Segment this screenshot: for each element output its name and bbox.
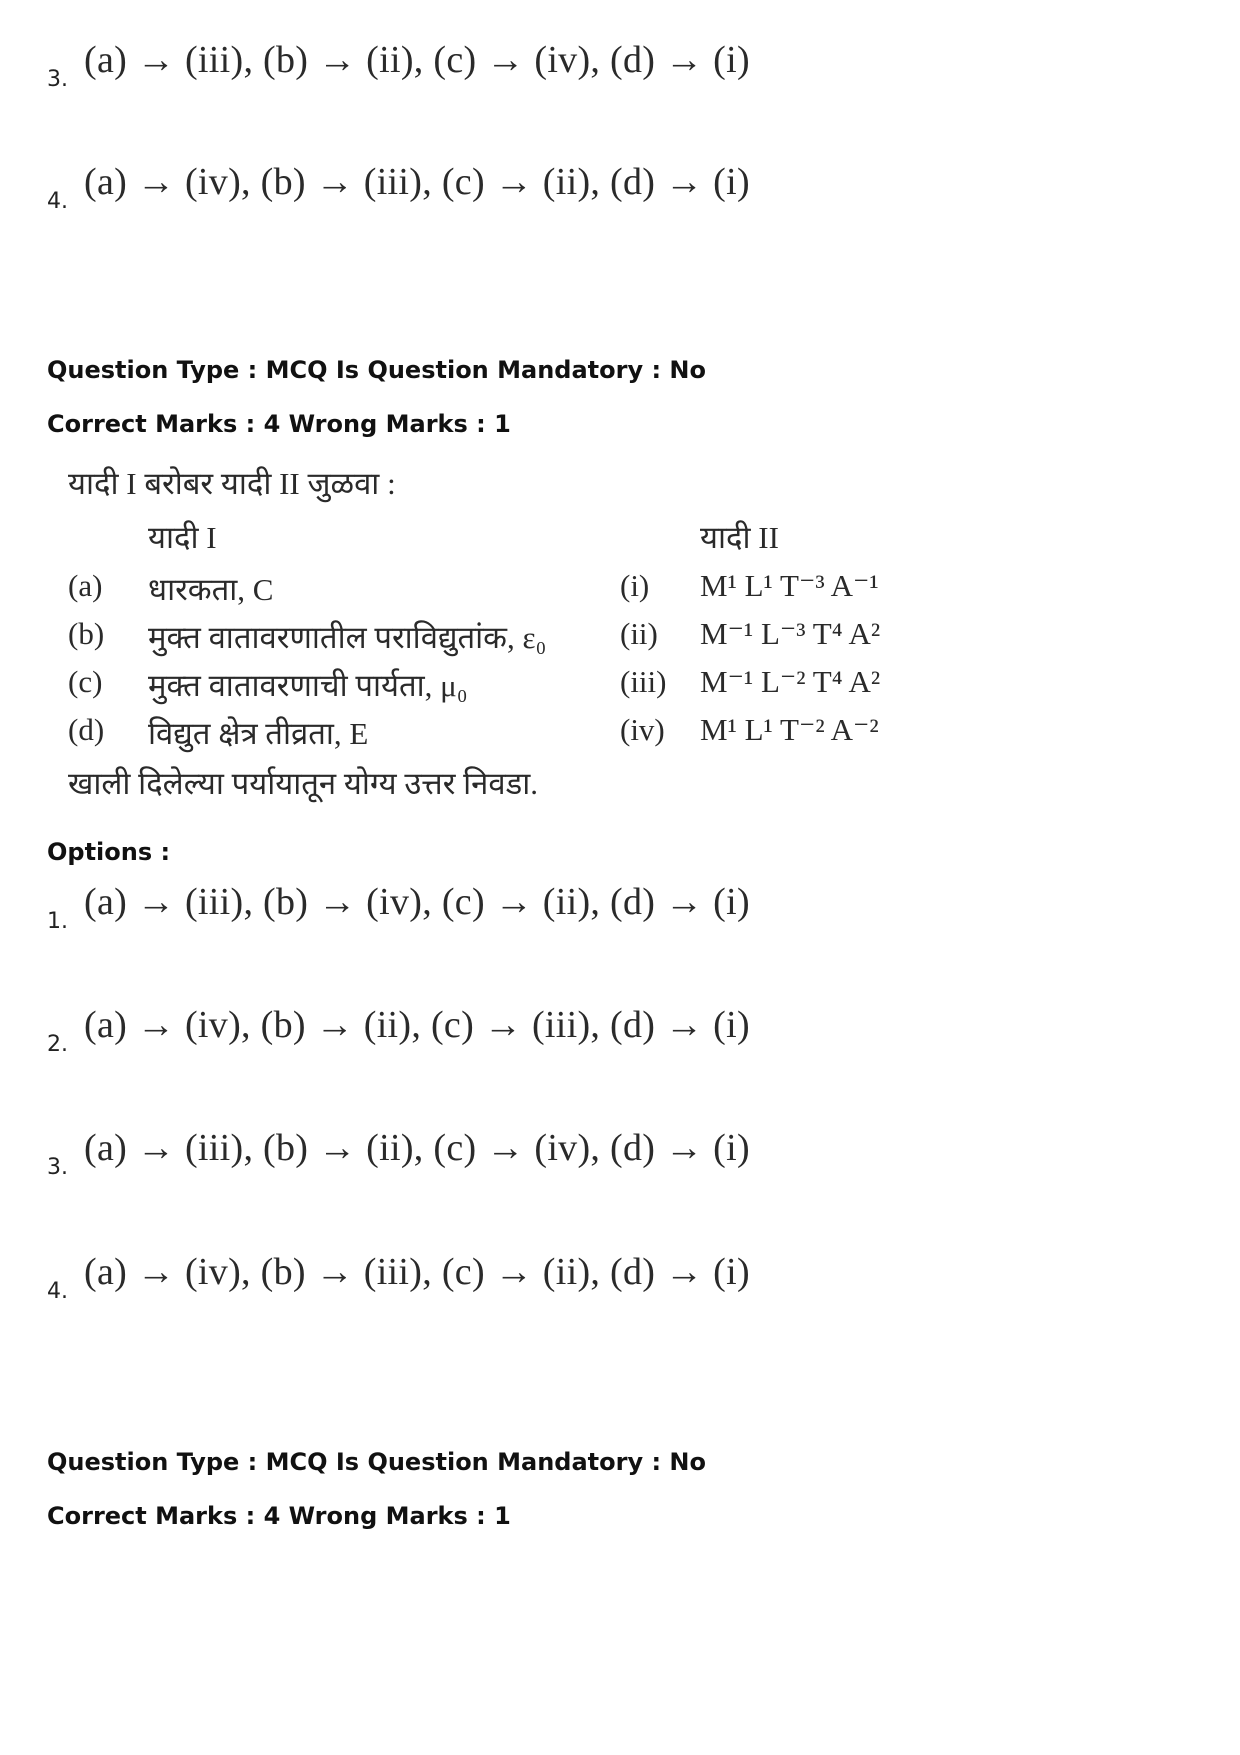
row-label: (c) <box>68 664 103 699</box>
row-dimension: M¹ L¹ T⁻³ A⁻¹ <box>700 568 879 603</box>
option-number: 1. <box>47 909 68 934</box>
option-text: (a) → (iv), (b) → (ii), (c) → (iii), (d) → (i) <box>84 1004 750 1046</box>
question-type-line: Question Type : MCQ Is Question Mandatory : No <box>47 1448 706 1476</box>
option-text: (a) → (iii), (b) → (iv), (c) → (ii), (d) → (i) <box>84 881 750 923</box>
question-type-line: Question Type : MCQ Is Question Mandatory : No <box>47 356 706 384</box>
match-row <box>68 568 948 614</box>
row-label: (d) <box>68 712 105 747</box>
match-row <box>68 712 948 758</box>
marks-line: Correct Marks : 4 Wrong Marks : 1 <box>47 410 511 438</box>
option-number: 4. <box>47 1279 68 1304</box>
row-dimension: M⁻¹ L⁻³ T⁴ A² <box>700 616 881 651</box>
row-roman: (ii) <box>620 616 658 651</box>
row-item: विद्युत क्षेत्र तीव्रता, E <box>148 716 369 751</box>
question-body <box>68 462 948 812</box>
question-outro: खाली दिलेल्या पर्यायातून योग्य उत्तर निवडा. <box>68 766 538 801</box>
option-text: (a) → (iii), (b) → (ii), (c) → (iv), (d) → (i) <box>84 39 750 81</box>
list1-header: यादी I <box>148 520 217 555</box>
option-text: (a) → (iv), (b) → (iii), (c) → (ii), (d) → (i) <box>84 1251 750 1293</box>
option-2[interactable] <box>47 1003 807 1063</box>
row-label: (b) <box>68 616 105 651</box>
match-row <box>68 664 948 710</box>
option-3[interactable] <box>47 1126 807 1186</box>
option-1[interactable] <box>47 880 807 940</box>
row-item: मुक्त वातावरणाची पार्यता, μ₀ <box>148 668 468 703</box>
option-number: 3. <box>47 1155 68 1180</box>
option-number: 4. <box>47 189 68 214</box>
row-dimension: M⁻¹ L⁻² T⁴ A² <box>700 664 881 699</box>
prev-option-3 <box>47 38 807 98</box>
option-number: 3. <box>47 67 68 92</box>
marks-line: Correct Marks : 4 Wrong Marks : 1 <box>47 1502 511 1530</box>
row-roman: (i) <box>620 568 650 603</box>
match-row <box>68 616 948 662</box>
question-intro: यादी I बरोबर यादी II जुळवा : <box>68 466 396 501</box>
prev-option-4 <box>47 160 807 220</box>
row-roman: (iv) <box>620 712 665 747</box>
option-text: (a) → (iii), (b) → (ii), (c) → (iv), (d) → (i) <box>84 1127 750 1169</box>
row-label: (a) <box>68 568 103 603</box>
option-number: 2. <box>47 1032 68 1057</box>
row-item: मुक्त वातावरणातील पराविद्युतांक, ε₀ <box>148 620 547 655</box>
row-dimension: M¹ L¹ T⁻² A⁻² <box>700 712 879 747</box>
option-4[interactable] <box>47 1250 807 1310</box>
list2-header: यादी II <box>700 520 779 555</box>
row-roman: (iii) <box>620 664 667 699</box>
option-text: (a) → (iv), (b) → (iii), (c) → (ii), (d) → (i) <box>84 161 750 203</box>
row-item: धारकता, C <box>148 572 274 607</box>
options-label: Options : <box>47 838 171 866</box>
